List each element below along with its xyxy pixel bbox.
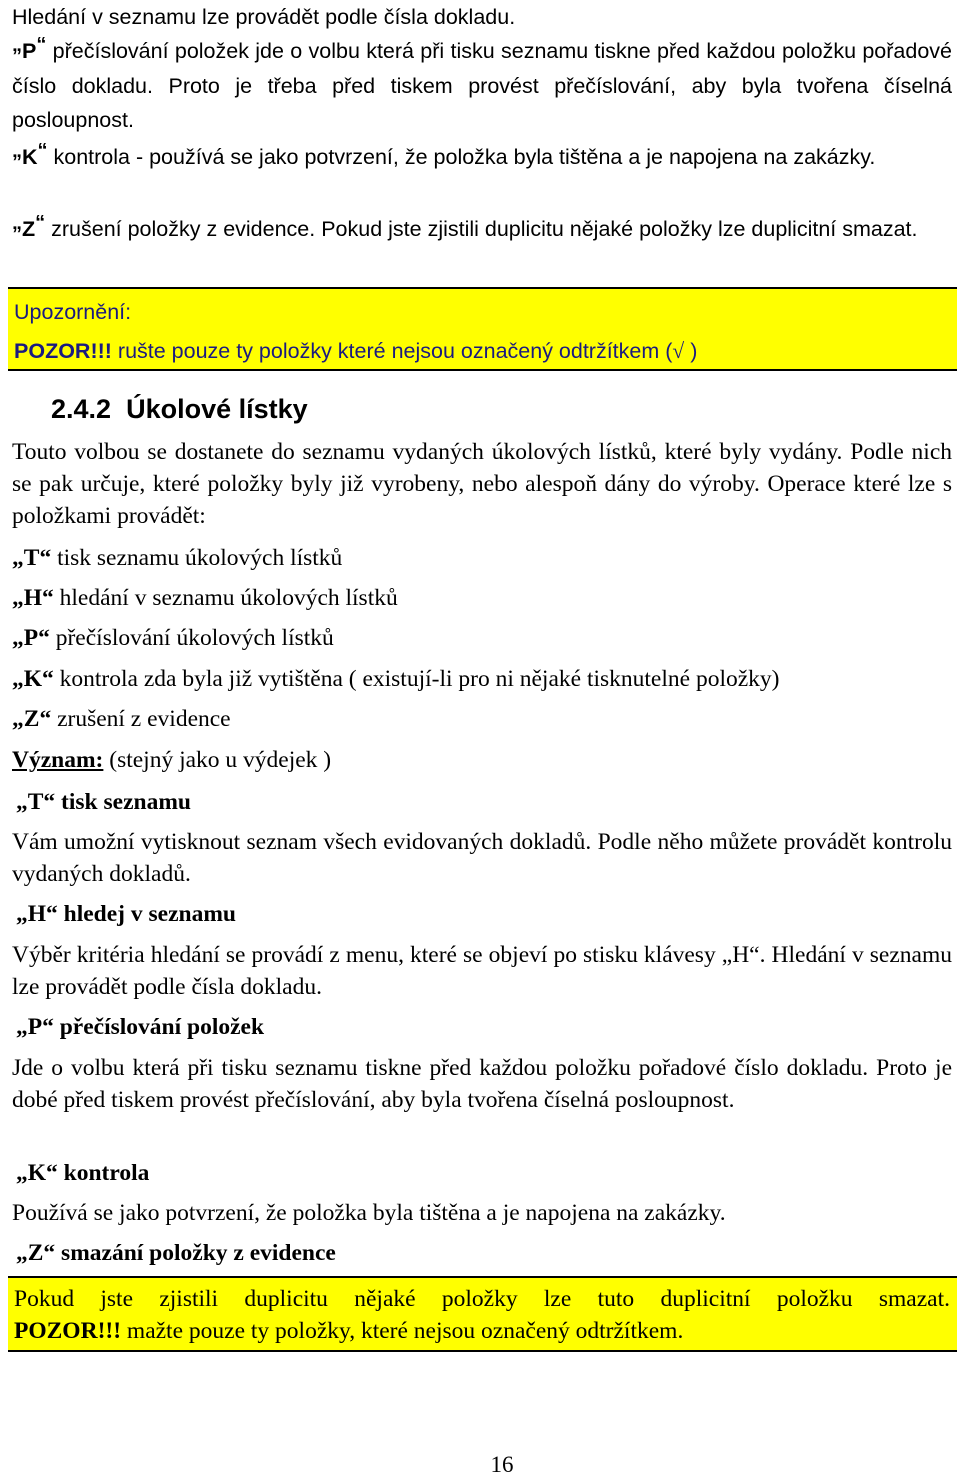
warning-text: POZOR!!! rušte pouze ty položky které nejsou označený odtržítkem (√ )	[14, 339, 698, 363]
detail-body-k: Používá se jako potvrzení, že položka byla tištěna a je napojena na zakázky.	[12, 1200, 726, 1226]
detail-body-p: Jde o volbu která při tisku seznamu tiskne před každou položku pořadové číslo dokladu. Proto je dobé před tiskem provést přečíslování, aby byla tvořena číselná posloupnost.	[12, 1055, 952, 1113]
operation-t: „T“ tisk seznamu úkolových lístků	[12, 545, 343, 571]
warning-title: Upozornění:	[14, 300, 132, 324]
detail-heading-h: „H“ hledej v seznamu	[16, 901, 236, 927]
duplicate-warning-line-2: POZOR!!! mažte pouze ty položky, které nejsou označený odtržítkem.	[14, 1318, 684, 1344]
detail-heading-k: „K“ kontrola	[16, 1160, 150, 1186]
duplicate-warning-box	[8, 1276, 957, 1352]
detail-body-h: Výběr kritéria hledání se provádí z menu, které se objeví po stisku klávesy „H“. Hledání v seznamu lze provádět podle čísla dokladu.	[12, 942, 952, 1000]
top-z-paragraph: „Z“ zrušení položky z evidence. Pokud jste zjistili duplicitu nějaké položky lze duplicitní smazat.	[12, 212, 918, 241]
section-heading: 2.4.2 Úkolové lístky	[51, 394, 308, 424]
top-p-paragraph: „P“ přečíslování položek jde o volbu která při tisku seznamu tiskne před každou položku pořadové číslo dokladu. Proto je třeba před tiskem provést přečíslování, aby byla tvořena číselná posloupnost.	[12, 34, 952, 132]
operation-h: „H“ hledání v seznamu úkolových lístků	[12, 585, 398, 611]
detail-body-t: Vám umožní vytisknout seznam všech evidovaných dokladů. Podle něho můžete provádět kontrolu vydaných dokladů.	[12, 829, 952, 887]
meaning-line: Význam: (stejný jako u výdejek )	[12, 747, 332, 773]
page-number: 16	[490, 1452, 514, 1477]
top-line-1: Hledání v seznamu lze provádět podle čísla dokladu.	[12, 5, 516, 29]
warning-box	[8, 287, 957, 371]
detail-heading-t: „T“ tisk seznamu	[16, 789, 191, 815]
detail-heading-z: „Z“ smazání položky z evidence	[16, 1240, 336, 1266]
detail-heading-p: „P“ přečíslování položek	[16, 1014, 265, 1040]
duplicate-warning-line-1: Pokud jste zjistili duplicitu nějaké položky lze tuto duplicitní položku smazat.	[14, 1286, 950, 1312]
operation-k: „K“ kontrola zda byla již vytištěna ( existují-li pro ni nějaké tisknutelné položky)	[12, 666, 780, 692]
operation-p: „P“ přečíslování úkolových lístků	[12, 625, 334, 651]
operation-z: „Z“ zrušení z evidence	[12, 706, 231, 732]
check-mark-icon: √	[672, 339, 685, 363]
top-k-paragraph: „K“ kontrola - používá se jako potvrzení, že položka byla tištěna a je napojena na zakázky.	[12, 140, 876, 169]
section-intro: Touto volbou se dostanete do seznamu vydaných úkolových lístků, které byly vydány. Podle nich se pak určuje, které položky byly již vyrobeny, nebo alespoň dány do výroby. Operace které lze s položkami provádět:	[12, 439, 952, 529]
